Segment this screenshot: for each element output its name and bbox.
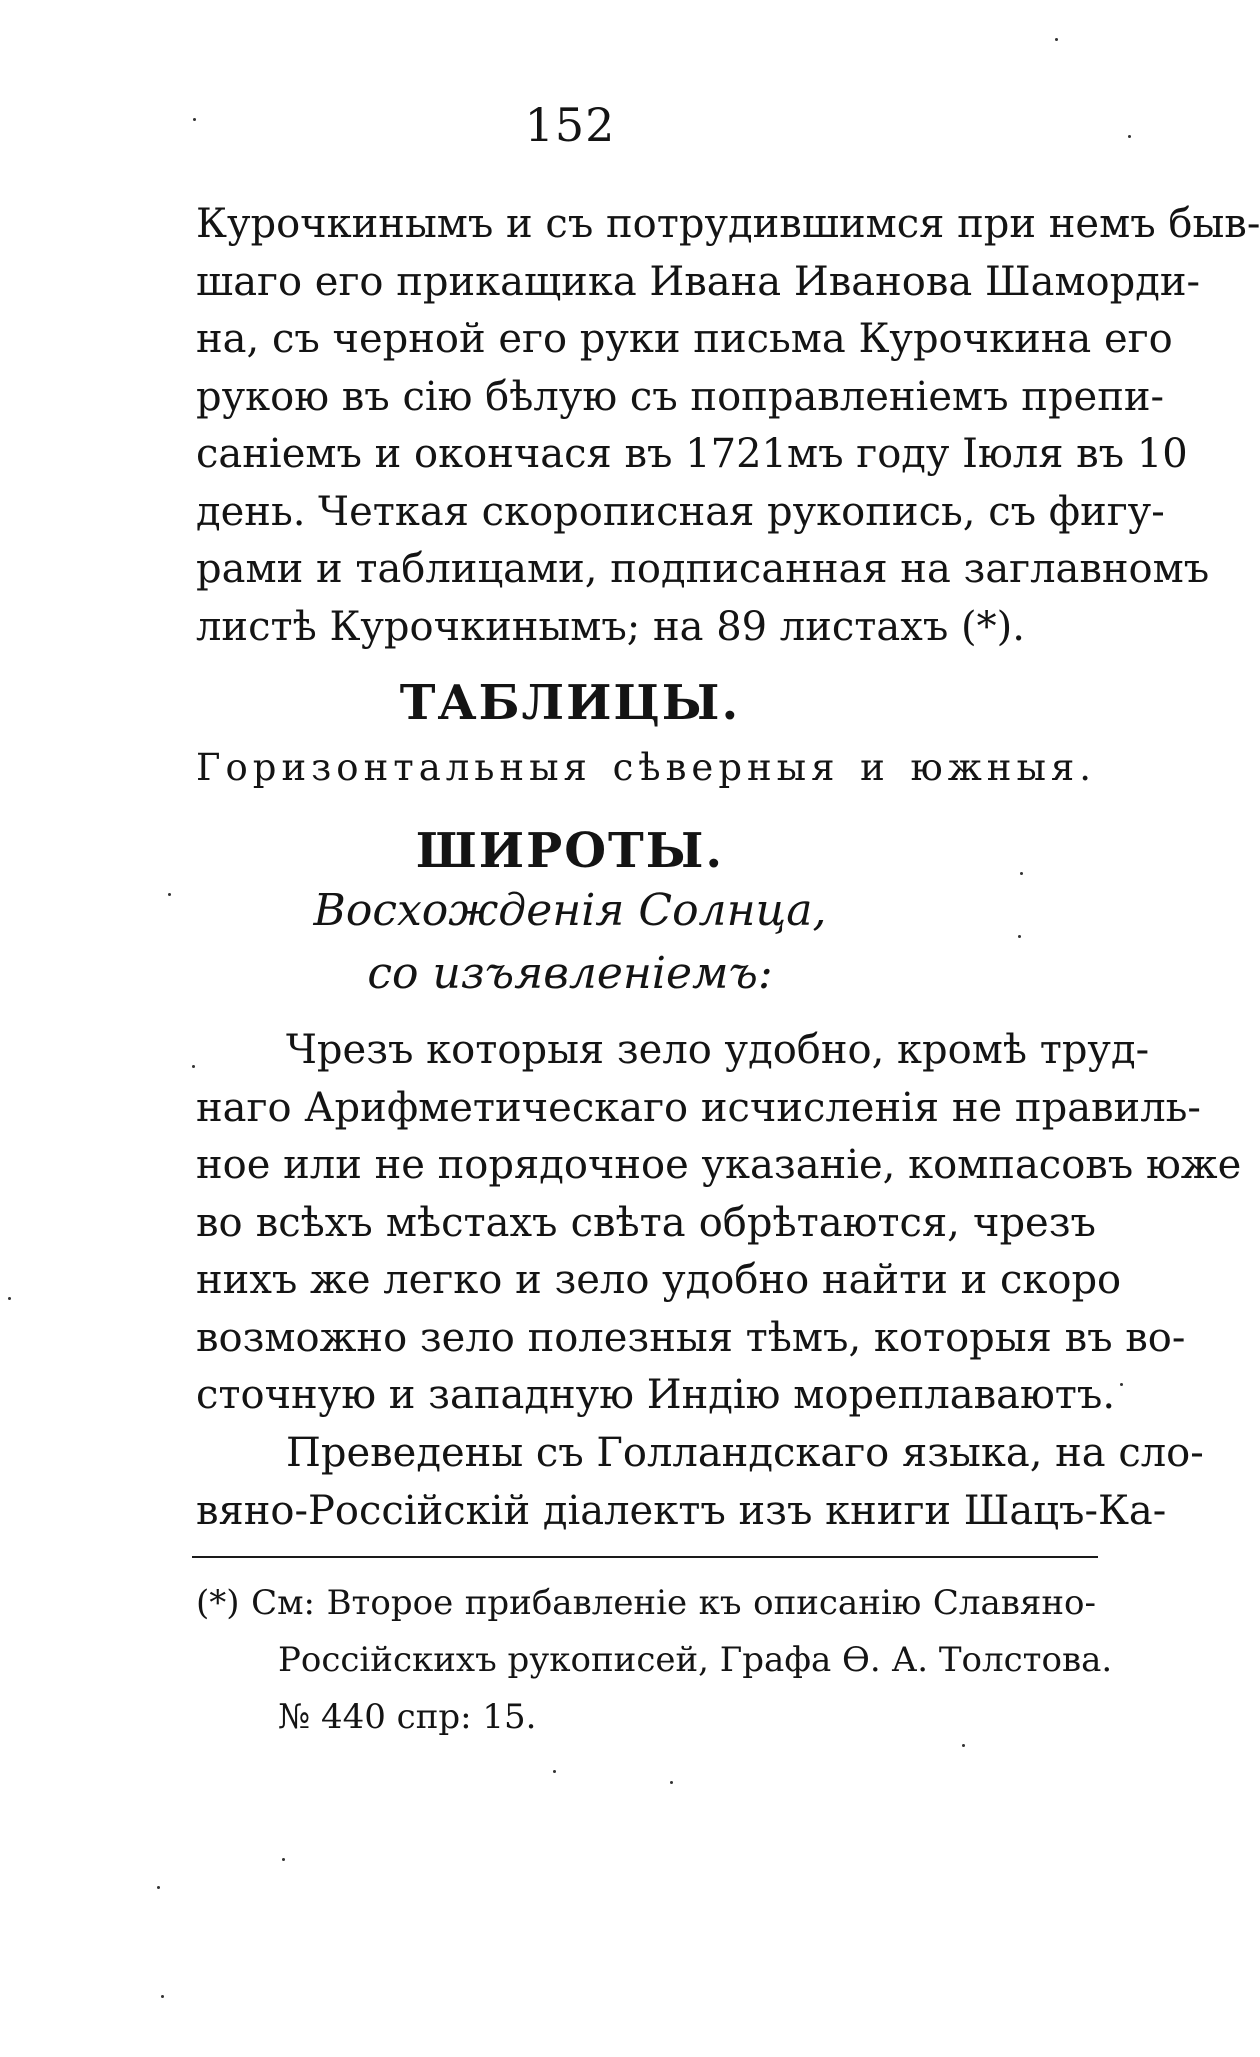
footnote xyxy=(196,1575,1113,1746)
scan-speck xyxy=(670,1781,673,1784)
text-line: саніемъ и окончася въ 1721мъ году Іюля въ 10 xyxy=(196,431,1188,477)
text-line: шаго его прикащика Ивана Иванова Шаморди- xyxy=(196,258,1201,305)
text-line: рами и таблицами, подписанная на заглавномъ xyxy=(196,546,1210,592)
text-line: сточную и западную Индію мореплаваютъ. xyxy=(196,1372,1116,1418)
text-line: наго Арифметическаго исчисленія не правиль- xyxy=(196,1084,1201,1131)
text-line: листѣ Курочкинымъ; на 89 листахъ (*). xyxy=(196,603,1025,650)
text-line: на, съ черной его руки письма Курочкина его xyxy=(196,316,1173,362)
section-subtitle: Горизонтальныя сѣверныя и южныя. xyxy=(196,746,1096,789)
paragraph-1 xyxy=(196,196,1260,656)
scan-speck xyxy=(193,118,196,121)
scan-speck xyxy=(962,1744,965,1747)
scan-speck xyxy=(192,1065,195,1068)
italic-heading-2: со изъявленіемъ: xyxy=(367,948,773,999)
scan-speck xyxy=(1120,1383,1123,1386)
footnote-line: № 440 спр: 15. xyxy=(278,1697,537,1737)
scan-speck xyxy=(1020,872,1023,875)
scan-speck xyxy=(1055,38,1058,41)
text-line: Преведены съ Голландскаго языка, на сло- xyxy=(286,1430,1204,1476)
footnote-line: Россійскихъ рукописей, Графа Ѳ. А. Толстова. xyxy=(278,1640,1113,1680)
text-line: день. Четкая скорописная рукопись, съ фигу- xyxy=(196,488,1165,535)
section-title: ТАБЛИЦЫ. xyxy=(399,675,741,731)
scan-speck xyxy=(168,893,171,896)
italic-heading-1: Восхожденія Солнца, xyxy=(313,885,827,936)
paragraph-2 xyxy=(196,1022,1242,1425)
text-line: вяно-Россійскій діалектъ изъ книги Шацъ-Ка- xyxy=(196,1487,1167,1534)
text-line: во всѣхъ мѣстахъ свѣта обрѣтаются, чрезъ xyxy=(196,1199,1096,1246)
paragraph-3 xyxy=(196,1425,1204,1540)
scan-speck xyxy=(8,1297,11,1300)
text-line: возможно зело полезныя тѣмъ, которыя въ во- xyxy=(196,1314,1186,1361)
text-line: нихъ же легко и зело удобно найти и скоро xyxy=(196,1257,1122,1303)
section-title-2: ШИРОТЫ. xyxy=(415,823,725,879)
scan-speck xyxy=(1018,935,1021,938)
scan-speck xyxy=(157,1886,160,1889)
text-line: ное или не порядочное указаніе, компасовъ юже xyxy=(196,1142,1242,1188)
text-line: рукою въ сію бѣлую съ поправленіемъ препи- xyxy=(196,373,1165,420)
scan-speck xyxy=(282,1858,285,1861)
footnote-divider xyxy=(192,1556,1098,1558)
text-line: Чрезъ которыя зело удобно, кромѣ труд- xyxy=(286,1027,1150,1073)
scan-speck xyxy=(1128,135,1131,138)
footnote-line: (*) См: Второе прибавленіе къ описанію Славяно- xyxy=(196,1583,1096,1623)
scan-speck xyxy=(553,1770,556,1773)
scan-speck xyxy=(161,1995,164,1998)
page-number: 152 xyxy=(524,98,616,152)
text-line: Курочкинымъ и съ потрудившимся при немъ быв- xyxy=(196,201,1260,247)
